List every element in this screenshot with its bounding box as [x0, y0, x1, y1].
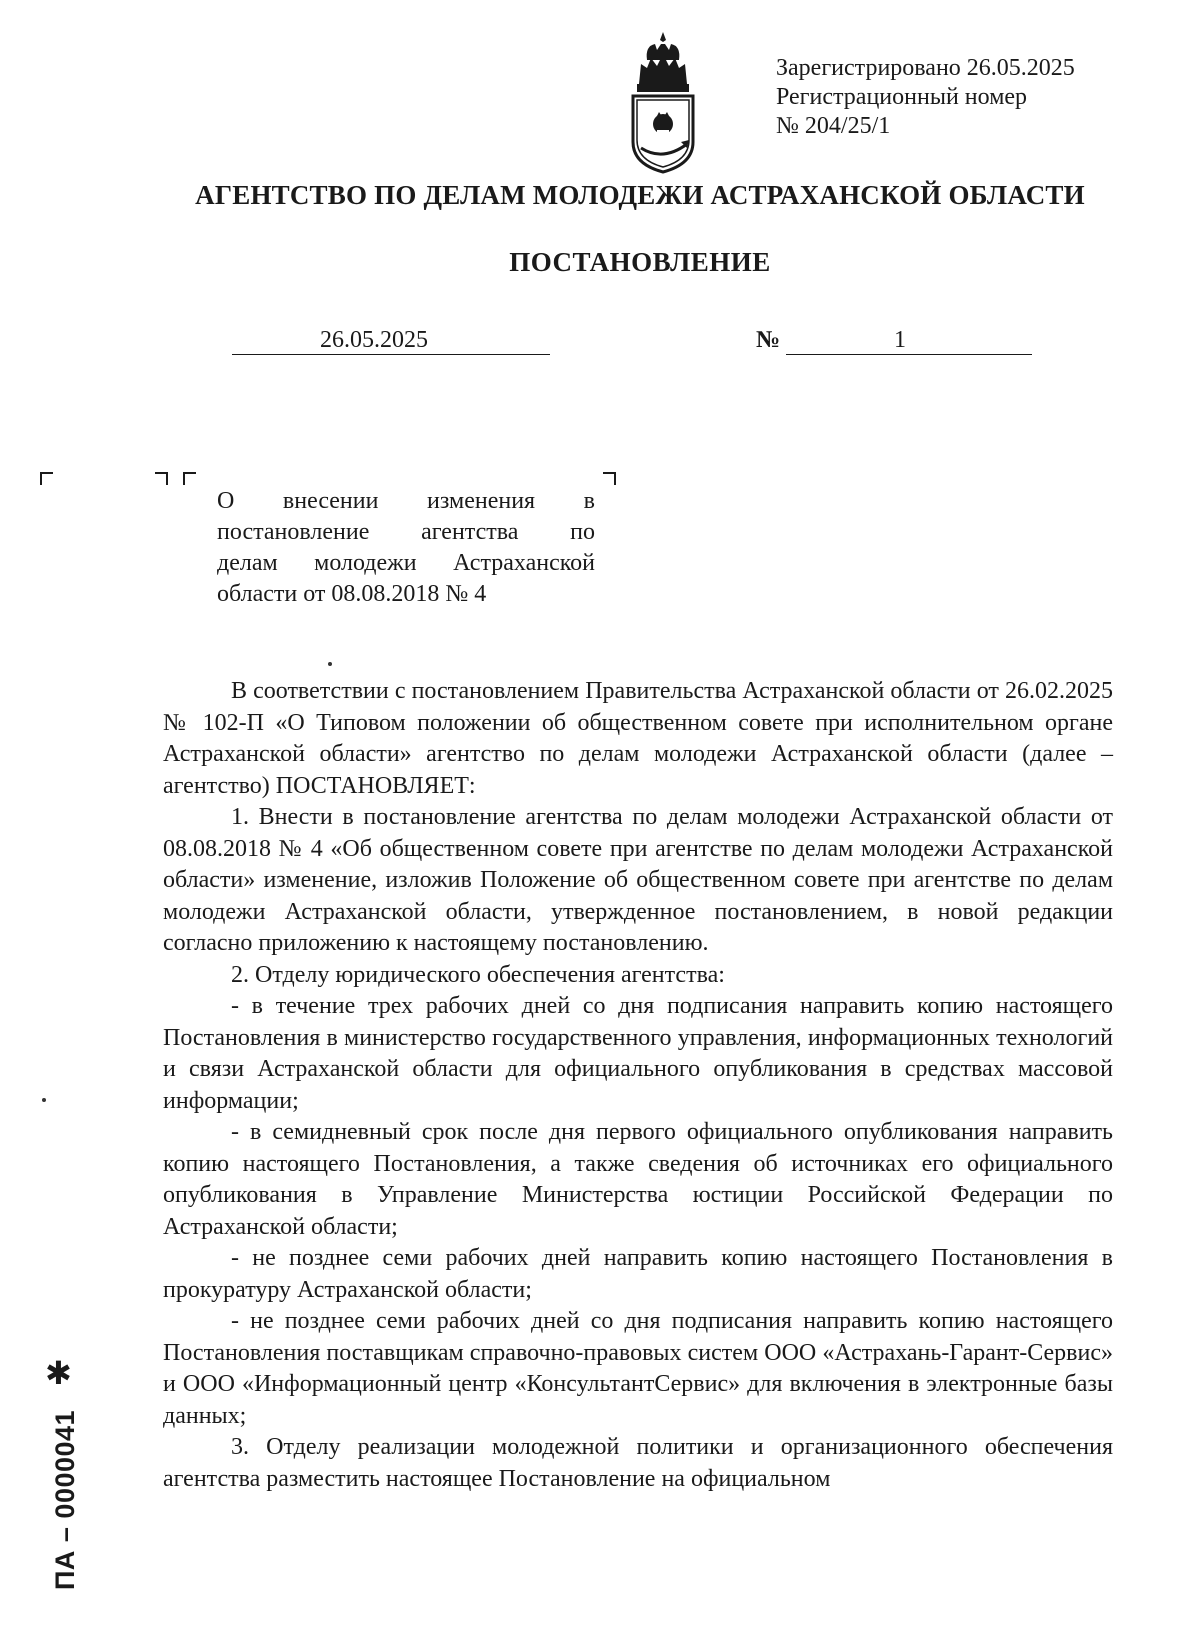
clause-2-item: - не позднее семи рабочих дней со дня подписания направить копию настоящего Постановления поставщикам справочно-правовых систем ООО «Астрахань-Гарант-Сервис» и ООО «Информационный центр «КонсультантСервис» для включения в электронные базы данных; [163, 1308, 1113, 1429]
document-number: 1 [894, 327, 906, 353]
document-number-label: № [756, 327, 781, 353]
clause-3: 3. Отделу реализации молодежной политики и организационного обеспечения агентства разместить настоящее Постановление на официальном [163, 1434, 1113, 1492]
astrakhan-coat-of-arms-icon [625, 30, 701, 176]
subject-line: О внесении изменения в [217, 488, 595, 514]
document-date: 26.05.2025 [320, 327, 428, 353]
clause-2: 2. Отделу юридического обеспечения агентства: [231, 961, 725, 988]
document-date-field [232, 326, 550, 355]
registration-stamp [776, 54, 1156, 141]
corner-mark [183, 472, 196, 485]
registration-number-label: Регистрационный номер [776, 84, 1028, 110]
agency-title: АГЕНТСТВО ПО ДЕЛАМ МОЛОДЕЖИ АСТРАХАНСКОЙ ОБЛАСТИ [195, 180, 1085, 210]
document-body [163, 676, 1113, 1495]
clause-2-item: - в семидневный срок после дня первого официального опубликования направить копию настоящего Постановления, а также сведения об источниках его официального опубликования в Управление Министерства юстиции Российской Федерации по Астраханской области; [163, 1119, 1113, 1240]
subject-line: делам молодежи Астраханской [217, 550, 595, 576]
document-subject [217, 486, 595, 610]
corner-mark [155, 472, 168, 485]
document-serial-code: ПА – 0000041 [50, 1409, 80, 1590]
clause-2-item: - в течение трех рабочих дней со дня подписания направить копию настоящего Постановления в министерство государственного управления, информационных технологий и связи Астраханской области для официального опубликования в средствах массовой информации; [163, 993, 1113, 1114]
subject-line: области от 08.08.2018 № 4 [217, 581, 487, 607]
scan-speck [42, 1098, 46, 1102]
corner-mark [603, 472, 616, 485]
document-type: ПОСТАНОВЛЕНИЕ [509, 247, 771, 277]
document-number-field [786, 326, 1032, 355]
asterisk-icon: ✱ [45, 1354, 72, 1392]
preamble-paragraph: В соответствии с постановлением Правительства Астраханской области от 26.02.2025 № 102-П «О Типовом положении об общественном совете при исполнительном органе Астраханской области» агентство по делам молодежи Астраханской области (далее – агентство) ПОСТАНОВЛЯЕТ: [163, 678, 1113, 799]
clause-1: 1. Внести в постановление агентства по делам молодежи Астраханской области от 08.08.2018 № 4 «Об общественном совете при агентстве по делам молодежи Астраханской области» изменение, изложив Положение об общественном совете при агентстве по делам молодежи Астраханской области, утвержденное постановлением, в новой редакции согласно приложению к настоящему постановлению. [163, 804, 1113, 956]
clause-2-item: - не позднее семи рабочих дней направить копию настоящего Постановления в прокуратуру Астраханской области; [163, 1245, 1113, 1303]
scan-speck [328, 662, 332, 666]
corner-mark [40, 472, 53, 485]
registration-date: Зарегистрировано 26.05.2025 [776, 55, 1075, 81]
registration-number: № 204/25/1 [776, 113, 891, 139]
subject-line: постановление агентства по [217, 519, 595, 545]
